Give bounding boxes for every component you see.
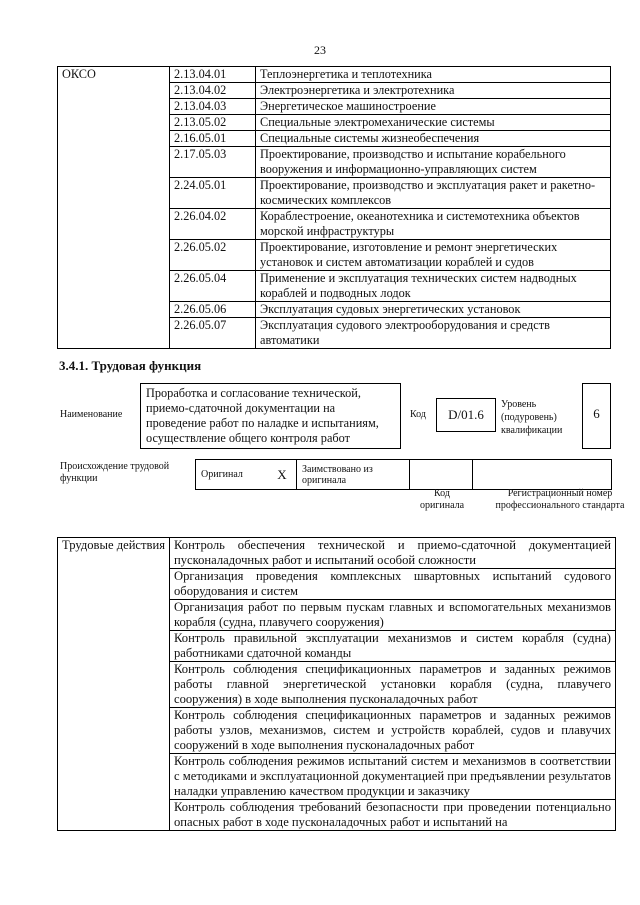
okso-name: Эксплуатация судового электрооборудования и средств автоматики [256, 318, 611, 349]
okso-code: 2.26.05.06 [170, 302, 256, 318]
labor-action-text: Организация проведения комплексных швартовных испытаний судового оборудования и систем [170, 569, 616, 600]
okso-name: Применение и эксплуатация технических систем надводных кораблей и подводных лодок [256, 271, 611, 302]
okso-name: Специальные системы жизнеобеспечения [256, 131, 611, 147]
labor-function-name: Проработка и согласование технической, приемо-сдаточной документации на проведение работ по наладке и испытаниям, осуществление общего контроля работ [140, 383, 401, 449]
okso-code: 2.13.05.02 [170, 115, 256, 131]
okso-code: 2.26.05.02 [170, 240, 256, 271]
original-code-cell [410, 460, 473, 490]
origin-label: Происхождение трудовой функции [60, 461, 170, 484]
borrowed-label: Заимствовано из оригинала [297, 460, 410, 490]
labor-action-text: Организация работ по первым пускам главных и вспомогательных механизмов корабля (судна, плавучего сооружения) [170, 600, 616, 631]
okso-name: Специальные электромеханические системы [256, 115, 611, 131]
okso-name: Эксплуатация судовых энергетических установок [256, 302, 611, 318]
okso-code: 2.26.04.02 [170, 209, 256, 240]
okso-name: Энергетическое машиностроение [256, 99, 611, 115]
labor-action-row [58, 538, 616, 569]
okso-name: Кораблестроение, океанотехника и системотехника объектов морской инфраструктуры [256, 209, 611, 240]
okso-name: Электроэнергетика и электротехника [256, 83, 611, 99]
labor-action-text: Контроль правильной эксплуатации механизмов и систем корабля (судна) работниками сдаточной команды [170, 631, 616, 662]
okso-name: Проектирование, производство и эксплуатация ракет и ракетно-космических комплексов [256, 178, 611, 209]
okso-label: ОКСО [58, 67, 170, 349]
okso-code: 2.13.04.03 [170, 99, 256, 115]
level-label: Уровень (подуровень) квалификации [501, 399, 563, 436]
reg-number-caption: Регистрационный номер профессионального стандарта [495, 488, 625, 511]
origin-table [195, 459, 612, 490]
original-code-caption: Код оригинала [419, 488, 465, 511]
code-label: Код [410, 409, 426, 420]
labor-action-text: Контроль соблюдения спецификационных параметров и заданных режимов работы узлов, механизмов, систем и устройств кораблей, судов и плавучих сооружений в ходе выполнения пусконаладочных работ [170, 708, 616, 754]
okso-code: 2.26.05.04 [170, 271, 256, 302]
labor-function-code: D/01.6 [436, 398, 496, 432]
reg-number-cell [473, 460, 612, 490]
original-mark: X [268, 460, 297, 490]
okso-name: Проектирование, производство и испытание корабельного вооружения и информационно-управляющих систем [256, 147, 611, 178]
labor-action-text: Контроль соблюдения режимов испытаний систем и механизмов в соответствии с методиками и эксплуатационной документацией при предъявлении результатов наладки управлению качеством продукции и заказчику [170, 754, 616, 800]
qualification-level: 6 [582, 383, 611, 449]
labor-action-text: Контроль обеспечения технической и приемо-сдаточной документацией пусконаладочных работ и испытаний особой сложности [170, 538, 616, 569]
okso-code: 2.13.04.02 [170, 83, 256, 99]
okso-code: 2.24.05.01 [170, 178, 256, 209]
original-label: Оригинал [196, 460, 269, 490]
okso-code: 2.16.05.01 [170, 131, 256, 147]
name-label: Наименование [60, 409, 123, 420]
okso-code: 2.13.04.01 [170, 67, 256, 83]
labor-actions-table [57, 537, 616, 831]
okso-name: Теплоэнергетика и теплотехника [256, 67, 611, 83]
page-number: 23 [314, 43, 326, 57]
section-title: 3.4.1. Трудовая функция [59, 358, 202, 373]
okso-table [57, 66, 611, 349]
okso-name: Проектирование, изготовление и ремонт энергетических установок и систем автоматизации кораблей и судов [256, 240, 611, 271]
labor-action-text: Контроль соблюдения спецификационных параметров и заданных режимов работы главной энергетической установки корабля (судна, плавучего сооружения) в ходе выполнения пусконаладочных работ [170, 662, 616, 708]
labor-actions-label: Трудовые действия [58, 538, 170, 831]
labor-action-text: Контроль соблюдения требований безопасности при проведении потенциально опасных работ в ходе пусконаладочных работ и испытаний на [170, 800, 616, 831]
okso-code: 2.26.05.07 [170, 318, 256, 349]
okso-code: 2.17.05.03 [170, 147, 256, 178]
okso-row [58, 67, 611, 83]
